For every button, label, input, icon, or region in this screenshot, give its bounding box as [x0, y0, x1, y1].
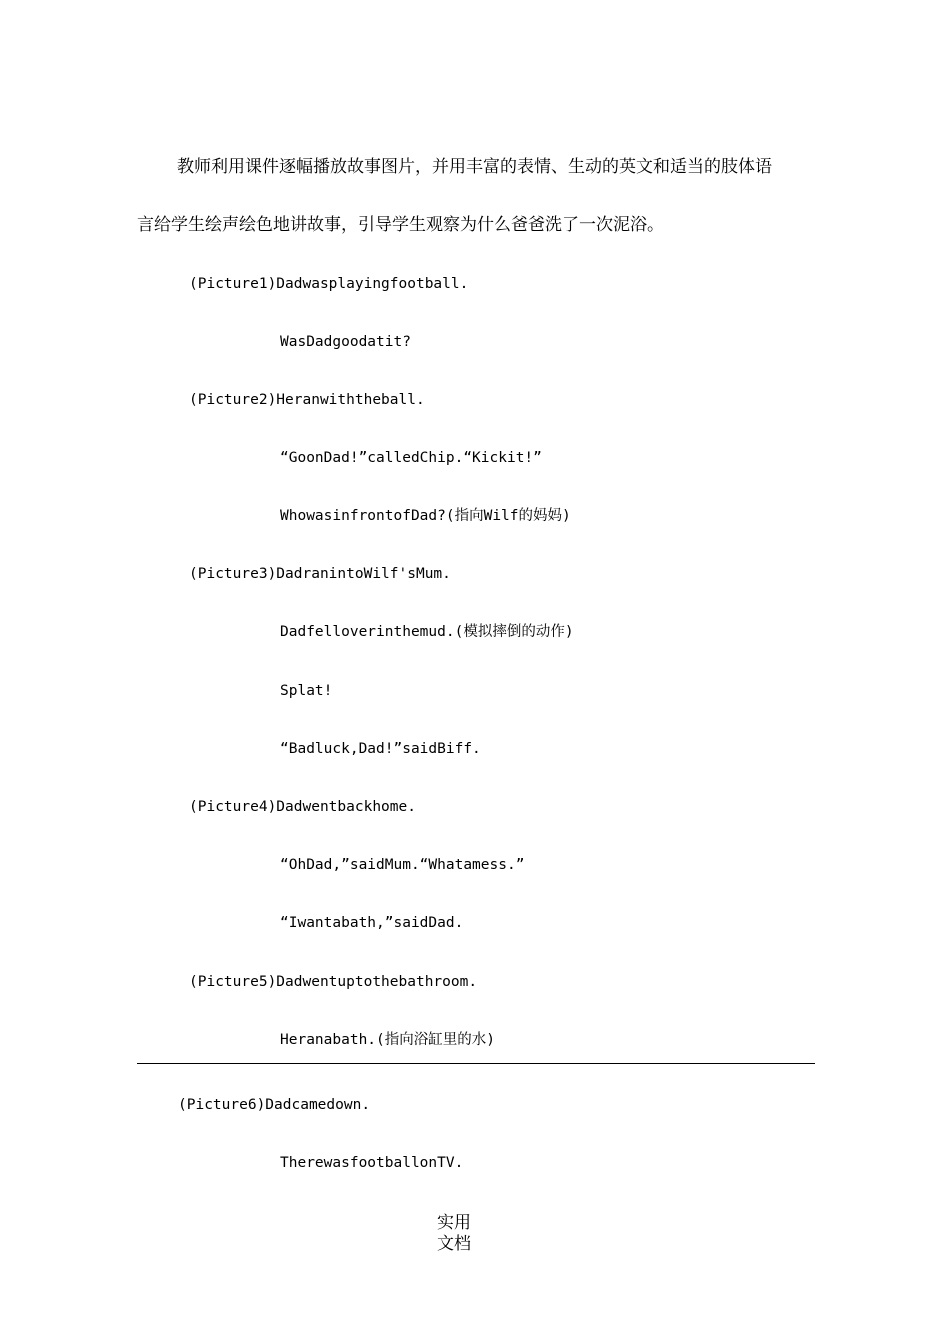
footer-label	[437, 1213, 477, 1255]
picture2-line-2: WhowasinfrontofDad?(指向Wilf的妈妈)	[280, 508, 571, 524]
picture3-line-1: Dadfelloverinthemud.(模拟摔倒的动作)	[280, 624, 574, 640]
page-divider	[137, 1063, 815, 1064]
picture2-heading: (Picture2)Heranwiththeball.	[189, 392, 425, 408]
picture1-heading: (Picture1)Dadwasplayingfootball.	[189, 276, 469, 292]
picture6-line-1: TherewasfootballonTV.	[280, 1155, 464, 1171]
picture5-heading: (Picture5)Dadwentuptothebathroom.	[189, 974, 478, 990]
intro-line-2: 言给学生绘声绘色地讲故事，引导学生观察为什么爸爸洗了一次泥浴。	[137, 215, 664, 235]
picture3-heading: (Picture3)DadranintoWilf'sMum.	[189, 566, 451, 582]
picture3-line-3: “Badluck,Dad!”saidBiff.	[280, 741, 481, 757]
picture4-line-1: “OhDad,”saidMum.“Whatamess.”	[280, 857, 525, 873]
picture6-heading: (Picture6)Dadcamedown.	[178, 1097, 371, 1113]
picture2-line-1: “GoonDad!”calledChip.“Kickit!”	[280, 450, 542, 466]
picture4-line-2: “Iwantabath,”saidDad.	[280, 915, 464, 931]
picture3-line-2: Splat!	[280, 683, 333, 699]
intro-line-1: 教师利用课件逐幅播放故事图片，并用丰富的表情、生动的英文和适当的肢体语	[177, 157, 772, 177]
picture5-line-1: Heranabath.(指向浴缸里的水)	[280, 1032, 495, 1048]
footer-line-2: 文档	[437, 1234, 471, 1254]
picture1-question: WasDadgoodatit?	[280, 334, 411, 350]
picture4-heading: (Picture4)Dadwentbackhome.	[189, 799, 416, 815]
footer-line-1: 实用	[437, 1213, 471, 1233]
